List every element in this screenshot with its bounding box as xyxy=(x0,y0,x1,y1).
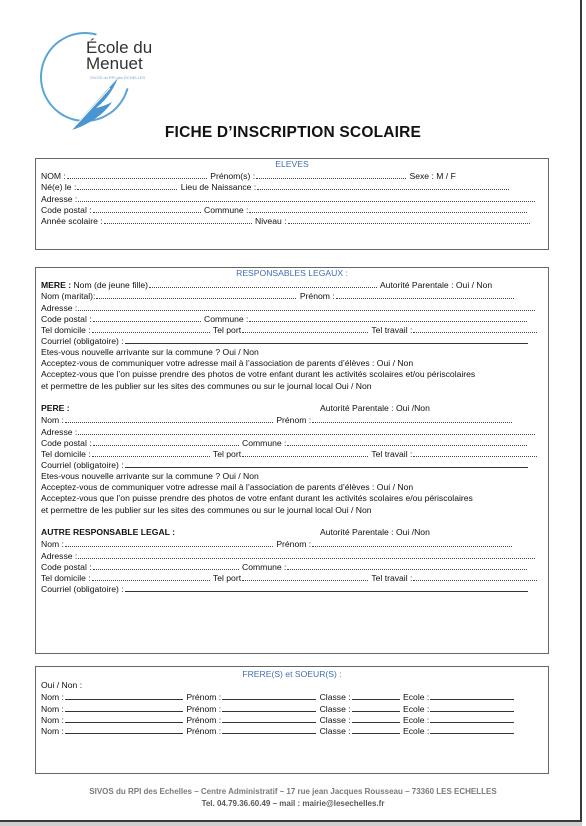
row-autre-adresse xyxy=(36,550,548,561)
row-pere-label xyxy=(36,403,548,414)
label-mere-tel-port: Tel port xyxy=(212,325,242,336)
label-sexe: Sexe : M / F xyxy=(409,171,456,181)
label-commune: Commune : xyxy=(204,204,249,215)
row-code-postal xyxy=(36,204,548,215)
question-pere-photos-1: Acceptez-vous que l’on puisse prendre des photos de votre enfant durant les activités scolaires e/ou périscolaires xyxy=(41,493,473,504)
question-mere-photos-2: et permettre de les publier sur les sites des communes ou sur le journal local Oui / Non xyxy=(41,380,372,391)
label-pere-code-postal: Code postal : xyxy=(41,437,92,448)
label-mere-commune: Commune : xyxy=(204,313,249,324)
label-prenoms: Prénom(s) : xyxy=(210,171,256,181)
label-niveau: Niveau : xyxy=(255,216,287,227)
section-title-responsables: RESPONSABLES LEGAUX : xyxy=(236,268,348,278)
row-mere-adresse xyxy=(36,302,548,313)
section-title-freres: FRERE(S) et SOEUR(S) : xyxy=(242,669,342,679)
label-mere-nom: Nom (de jeune fille) xyxy=(73,280,148,290)
label-pere-courriel: Courriel (obligatoire) : xyxy=(41,460,124,471)
field-pere-commune[interactable] xyxy=(287,437,527,446)
row-pere-nom xyxy=(36,414,548,425)
sibling-row xyxy=(36,714,548,725)
question-pere-mail: Acceptez-vous de communiquer votre adresse mail à l’association de parents d’élèves : Oui / Non xyxy=(41,482,414,493)
page-shadow xyxy=(0,822,582,826)
document-title: FICHE D’INSCRIPTION SCOLAIRE xyxy=(164,124,422,141)
label-pere-adresse: Adresse : xyxy=(41,426,78,437)
field-autre-adresse[interactable] xyxy=(78,550,535,559)
field-autre-courriel[interactable] xyxy=(125,583,528,592)
label-mere-tel-domicile: Tel domicile : xyxy=(41,325,91,336)
row-mere-q-photos-2 xyxy=(36,381,548,392)
field-mere-courriel[interactable] xyxy=(125,335,528,344)
row-pere-tel xyxy=(36,448,548,459)
logo-line-2: Menuet xyxy=(86,54,143,73)
field-pere-tel-travail[interactable] xyxy=(413,448,537,457)
label-sibling-classe: Classe : xyxy=(319,703,351,714)
row-naissance xyxy=(36,181,548,192)
label-pere-tel-port: Tel port xyxy=(212,449,242,460)
field-mere-tel-travail[interactable] xyxy=(413,324,537,333)
label-annee-scolaire: Année scolaire : xyxy=(41,216,103,227)
row-mere-tel xyxy=(36,324,548,335)
label-sibling-nom: Nom : xyxy=(41,703,64,714)
field-sibling-ecole[interactable] xyxy=(430,714,514,723)
label-mere-courriel: Courriel (obligatoire) : xyxy=(41,336,124,347)
section-eleves xyxy=(35,158,549,250)
row-mere-nom xyxy=(36,279,548,290)
label-autre-courriel: Courriel (obligatoire) : xyxy=(41,584,124,595)
row-pere-q-mail xyxy=(36,482,548,493)
field-niveau[interactable] xyxy=(288,215,530,224)
field-sibling-prenom[interactable] xyxy=(222,725,316,734)
field-sibling-ecole[interactable] xyxy=(430,703,514,712)
label-adresse: Adresse : xyxy=(41,193,78,204)
field-sibling-classe[interactable] xyxy=(352,703,400,712)
field-sibling-ecole[interactable] xyxy=(430,691,514,700)
label-sibling-nom: Nom : xyxy=(41,692,64,703)
field-mere-tel-port[interactable] xyxy=(242,324,368,333)
field-pere-nom[interactable] xyxy=(65,414,273,423)
field-nom[interactable] xyxy=(67,170,207,179)
label-sibling-classe: Classe : xyxy=(319,692,351,703)
label-mere-prenom: Prénom : xyxy=(299,291,335,302)
label-pere-tel-domicile: Tel domicile : xyxy=(41,449,91,460)
row-adresse xyxy=(36,193,548,204)
field-nom-marital[interactable] xyxy=(96,290,296,299)
field-sibling-classe[interactable] xyxy=(352,714,400,723)
section-title-eleves: ELEVES xyxy=(275,159,309,169)
field-annee-scolaire[interactable] xyxy=(104,215,252,224)
field-sibling-nom[interactable] xyxy=(65,691,183,700)
field-autre-tel-port[interactable] xyxy=(242,572,368,581)
label-sibling-prenom: Prénom : xyxy=(186,703,222,714)
field-pere-prenom[interactable] xyxy=(312,414,512,423)
label-mere-adresse: Adresse : xyxy=(41,302,78,313)
field-pere-tel-domicile[interactable] xyxy=(92,448,210,457)
field-sibling-ecole[interactable] xyxy=(430,725,514,734)
row-pere-courriel xyxy=(36,459,548,470)
label-autre-adresse: Adresse : xyxy=(41,550,78,561)
section-responsables xyxy=(35,267,549,654)
school-logo xyxy=(40,30,160,125)
label-sibling-ecole: Ecole : xyxy=(403,726,430,737)
field-sibling-nom[interactable] xyxy=(65,714,183,723)
label-autorite-autre: Autorité Parentale : Oui /Non xyxy=(320,526,430,537)
label-sibling-classe: Classe : xyxy=(319,714,351,725)
label-autre-code-postal: Code postal : xyxy=(41,561,92,572)
label-sibling-prenom: Prénom : xyxy=(186,692,222,703)
label-autre-prenom: Prénom : xyxy=(276,539,312,550)
row-pere-q-photos-1 xyxy=(36,493,548,504)
label-autorite-pere: Autorité Parentale : Oui /Non xyxy=(320,402,430,413)
field-adresse[interactable] xyxy=(78,193,535,202)
field-prenoms[interactable] xyxy=(256,170,406,179)
field-mere-tel-domicile[interactable] xyxy=(92,324,210,333)
field-sibling-classe[interactable] xyxy=(352,725,400,734)
logo-subtitle: SIVOS du RPI des ÉCHELLES xyxy=(90,75,146,80)
row-pere-q-nouvelle xyxy=(36,471,548,482)
label-nom: NOM : xyxy=(41,171,66,181)
row-autre-courriel xyxy=(36,583,548,594)
field-commune[interactable] xyxy=(249,204,527,213)
field-sibling-nom[interactable] xyxy=(65,725,183,734)
field-pere-adresse[interactable] xyxy=(78,426,535,435)
field-sibling-classe[interactable] xyxy=(352,691,400,700)
field-mere-prenom[interactable] xyxy=(336,290,514,299)
label-sibling-ecole: Ecole : xyxy=(403,692,430,703)
footer-address: SIVOS du RPI des Echelles – Centre Administratif – 17 rue jean Jacques Rousseau – 73360 LES ECHELLES xyxy=(89,787,497,796)
section-freres-soeurs xyxy=(35,666,549,774)
sibling-row xyxy=(36,725,548,736)
field-autre-commune[interactable] xyxy=(287,561,527,570)
page-edge-right xyxy=(580,0,582,826)
row-pere-adresse xyxy=(36,426,548,437)
logo-title xyxy=(86,40,152,72)
label-autre-commune: Commune : xyxy=(242,561,287,572)
label-sibling-ecole: Ecole : xyxy=(403,714,430,725)
sibling-row xyxy=(36,691,548,702)
label-ne-le: Né(e) le : xyxy=(41,182,77,193)
label-pere-tel-travail: Tel travail : xyxy=(371,449,413,460)
spacer xyxy=(36,516,548,527)
row-autre-tel xyxy=(36,572,548,583)
row-autre-code-postal xyxy=(36,561,548,572)
question-mere-nouvelle: Etes-vous nouvelle arrivante sur la commune ? Oui / Non xyxy=(41,346,259,357)
field-mere-nom[interactable] xyxy=(149,279,377,288)
label-mere: MERE : xyxy=(41,280,72,290)
field-sibling-nom[interactable] xyxy=(65,703,183,712)
label-pere-prenom: Prénom : xyxy=(276,415,312,426)
label-sibling-ecole: Ecole : xyxy=(403,703,430,714)
label-pere-commune: Commune : xyxy=(242,437,287,448)
row-nom xyxy=(36,170,548,181)
field-autre-nom[interactable] xyxy=(65,538,273,547)
row-autre-nom xyxy=(36,538,548,549)
label-sibling-classe: Classe : xyxy=(319,726,351,737)
row-mere-q-mail xyxy=(36,358,548,369)
field-mere-commune[interactable] xyxy=(249,313,527,322)
label-autre-tel-port: Tel port xyxy=(212,573,242,584)
label-mere-tel-travail: Tel travail : xyxy=(371,325,413,336)
question-mere-mail: Acceptez-vous de communiquer votre adresse mail à l’association de parents d’élèves : Oui / Non xyxy=(41,358,414,369)
field-code-postal[interactable] xyxy=(93,204,201,213)
field-sibling-prenom[interactable] xyxy=(222,714,316,723)
field-pere-code-postal[interactable] xyxy=(93,437,239,446)
field-lieu-naissance[interactable] xyxy=(257,181,509,190)
field-autre-tel-domicile[interactable] xyxy=(92,572,210,581)
field-sibling-prenom[interactable] xyxy=(222,691,316,700)
label-autre-tel-travail: Tel travail : xyxy=(371,573,413,584)
label-code-postal: Code postal : xyxy=(41,204,92,215)
label-sibling-nom: Nom : xyxy=(41,726,64,737)
label-sibling-prenom: Prénom : xyxy=(186,714,222,725)
row-mere-code-postal xyxy=(36,313,548,324)
label-mere-code-postal: Code postal : xyxy=(41,313,92,324)
field-ne-le[interactable] xyxy=(77,181,177,190)
row-annee xyxy=(36,215,548,226)
field-mere-adresse[interactable] xyxy=(78,302,535,311)
label-autre-tel-domicile: Tel domicile : xyxy=(41,573,91,584)
row-pere-code-postal xyxy=(36,437,548,448)
question-pere-nouvelle: Etes-vous nouvelle arrivante sur la commune ? Oui / Non xyxy=(41,470,259,481)
question-mere-photos-1: Acceptez-vous que l’on puisse prendre des photos de votre enfant durant les activités scolaires et/ou périscolaires xyxy=(41,369,476,380)
label-freres-oui-non: Oui / Non : xyxy=(41,680,83,690)
row-mere-courriel xyxy=(36,335,548,346)
field-autre-prenom[interactable] xyxy=(312,538,512,547)
field-mere-code-postal[interactable] xyxy=(93,313,201,322)
label-pere: PERE : xyxy=(41,402,70,413)
label-autre: AUTRE RESPONSABLE LEGAL : xyxy=(41,526,176,537)
label-autorite-mere: Autorité Parentale : Oui / Non xyxy=(379,280,493,290)
field-pere-courriel[interactable] xyxy=(125,459,528,468)
label-autre-nom: Nom : xyxy=(41,539,64,550)
field-sibling-prenom[interactable] xyxy=(222,703,316,712)
logo-line-1: École du xyxy=(86,38,153,57)
label-sibling-nom: Nom : xyxy=(41,714,64,725)
label-pere-nom: Nom : xyxy=(41,415,64,426)
row-mere-q-nouvelle xyxy=(36,347,548,358)
field-autre-tel-travail[interactable] xyxy=(413,572,537,581)
field-autre-code-postal[interactable] xyxy=(93,561,239,570)
row-freres-oui-non xyxy=(36,680,548,691)
label-sibling-prenom: Prénom : xyxy=(186,726,222,737)
row-pere-q-photos-2 xyxy=(36,505,548,516)
spacer xyxy=(36,392,548,403)
label-lieu-naissance: Lieu de Naissance : xyxy=(180,182,257,193)
field-pere-tel-port[interactable] xyxy=(242,448,368,457)
row-mere-marital xyxy=(36,290,548,301)
question-pere-photos-2: et permettre de les publier sur les sites des communes ou sur le journal local Oui / Non xyxy=(41,504,372,515)
label-nom-marital: Nom (marital): xyxy=(41,291,96,302)
row-autre-label xyxy=(36,527,548,538)
footer-contact: Tel. 04.79.36.60.49 – mail : mairie@lesechelles.fr xyxy=(201,799,385,808)
sibling-row xyxy=(36,703,548,714)
row-mere-q-photos-1 xyxy=(36,369,548,380)
